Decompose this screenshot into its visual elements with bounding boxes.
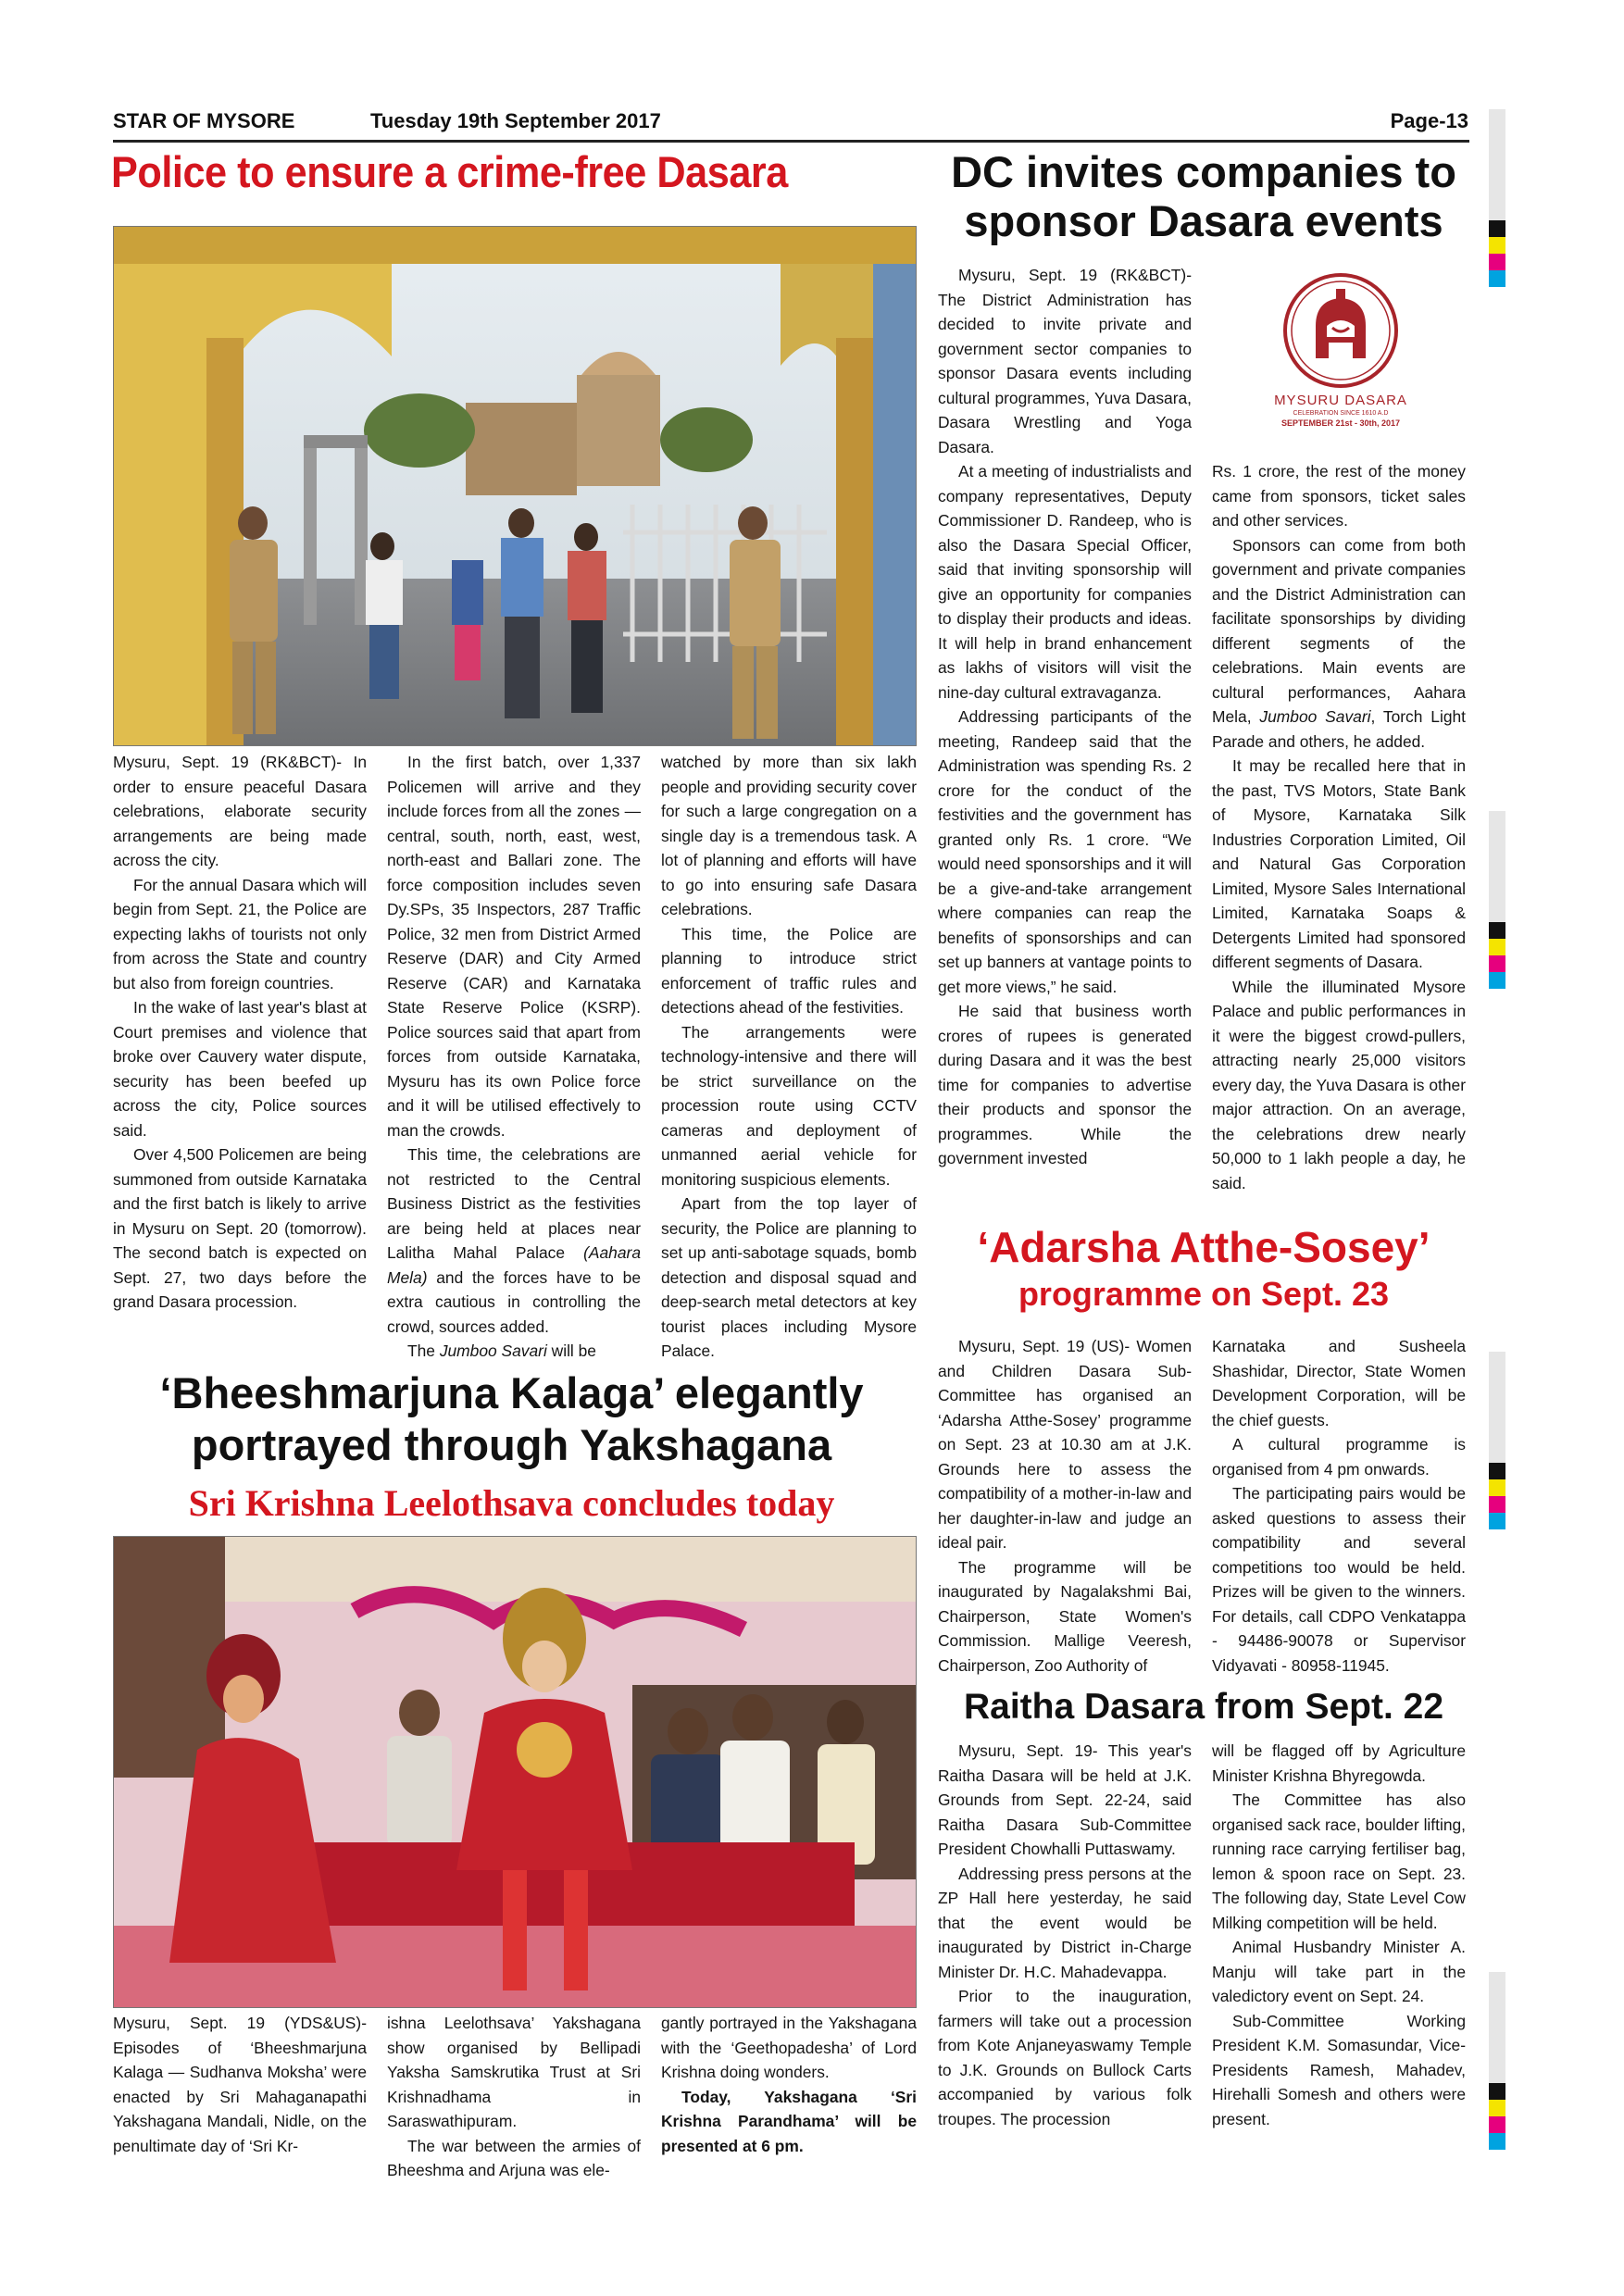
yakshagana-col3-para: gantly portrayed in the Yakshagana with the ‘Geethopadesha’ of Lord Krishna doing wonders. xyxy=(661,2014,917,2081)
dc-col2-para: It may be recalled here that in the past, TVS Motors, State Bank of Mysore, Karnataka Silk Industries Corporation Limited, Oil and Natural Gas Corporation Limited, Mysore Sales International Limited, Karnataka Soaps & Detergents Limited had sponsored different segments of Dasara. xyxy=(1212,756,1466,971)
yakshagana-subhead: Sri Krishna Leelothsava concludes today xyxy=(188,1482,835,1524)
dc-col2-para: Sponsors can come from both government and private companies and the District Administration can facilitate sponsorships by dividing different segments of the celebrations. Main events are cultural performances, Aahara Mela, Jumboo Savari, Torch Light Parade and others, he added. xyxy=(1212,535,1467,751)
police-col2-para: This time, the celebrations are not restricted to the Central Business District as the festivities are being held at places near Lalitha Mahal Palace (Aahara Mela) and the forces have to be extra cautious in controlling the crowd, sources added. xyxy=(387,1145,641,1336)
dc-headline: DC invites companies to sponsor Dasara events xyxy=(951,147,1456,245)
logo-tagline: CELEBRATION SINCE 1610 A.D xyxy=(1293,410,1389,417)
adarsha-subhead: programme on Sept. 23 xyxy=(1018,1275,1390,1313)
police-headline: Police to ensure a crime-free Dasara xyxy=(111,147,788,196)
raitha-col1-para: Mysuru, Sept. 19- This year's Raitha Dasara will be held at J.K. Grounds from Sept. 22-24, said Raitha Dasara Sub-Committee President Chowhalli Puttaswamy. xyxy=(938,1741,1192,1858)
raitha-headline: Raitha Dasara from Sept. 22 xyxy=(963,1687,1444,1727)
yakshagana-column-1 xyxy=(113,2011,367,2158)
logo-title: MYSURU DASARA xyxy=(1274,393,1407,408)
adarsha-column-2 xyxy=(1212,1334,1466,1678)
yakshagana-col3-para: Today, Yakshagana ‘Sri Krishna Parandhama’ will be presented at 6 pm. xyxy=(661,2087,917,2155)
dc-column-2 xyxy=(1212,459,1466,1195)
palace-gate-police-photo xyxy=(113,226,917,746)
yakshagana-col2-para: The war between the armies of Bheeshma and Arjuna was ele- xyxy=(387,2136,641,2179)
raitha-col2-para: Sub-Committee Working President K.M. Somasundar, Vice-Presidents Ramesh, Mahadev, Hirehalli Somesh and others were present. xyxy=(1212,2011,1466,2128)
raitha-col1-para: Prior to the inauguration, farmers will take out a procession from Kote Anjaneyaswamy Temple to J.K. Grounds on Bullock Carts accompanied by various folk troupes. The procession xyxy=(938,1987,1192,2128)
elephant-emblem-icon xyxy=(1271,270,1410,391)
raitha-column-2 xyxy=(1212,1739,1466,2131)
yakshagana-stage-photo xyxy=(113,1536,917,2008)
mysuru-dasara-logo xyxy=(1220,270,1461,455)
adarsha-col1-para: The programme will be inaugurated by Nagalakshmi Bai, Chairperson, State Women's Commission. Mallige Veeresh, Chairperson, Zoo Authority of xyxy=(938,1557,1192,1675)
adarsha-column-1 xyxy=(938,1334,1192,1678)
raitha-col2-para: will be flagged off by Agriculture Minister Krishna Bhyregowda. xyxy=(1212,1741,1466,1785)
dc-col1-para: He said that business worth crores of rupees is generated during Dasara and it was the best time for companies to advertise their products and sponsor the programmes. While the government invested xyxy=(938,1002,1192,1167)
police-col3-para: watched by more than six lakh people and providing security cover for such a large congregation on a single day is a tremendous task. A lot of planning and efforts will have to go into ensuring safe Dasara celebrations. xyxy=(661,753,917,918)
dc-col1-para: Addressing participants of the meeting, Randeep said that the Administration was spending Rs. 2 crore for the conduct of the festivities and the government has granted only Rs. 1 crore. “We would need sponsorships and it will be a give-and-take arrangement where companies can reap the benefits of sponsorships and can set up banners at vantage points to get more views,” he said. xyxy=(938,707,1192,996)
police-col1-para: For the annual Dasara which will begin from Sept. 21, the Police are expecting lakhs of tourists not only from across the State and country but also from foreign countries. xyxy=(113,875,367,992)
police-col3-para: Apart from the top layer of security, the Police are planning to set up anti-sabotage squads, bomb detection and disposal squad and deep-search metal detectors at key tourist places including Mysore Palace. xyxy=(661,1194,917,1360)
police-col1-para: In the wake of last year's blast at Court premises and violence that broke over Cauvery water dispute, security has been beefed up across the city, Police sources said. xyxy=(113,998,367,1140)
dc-col1-para: At a meeting of industrialists and company representatives, Deputy Commissioner D. Randeep, who is also the Dasara Special Officer, said that inviting sponsorship will give an opportunity for companies to display their products and ideas. It will help in brand enhancement as lakhs of visitors will visit the nine-day cultural extravaganza. xyxy=(938,462,1192,702)
logo-dates: SEPTEMBER 21st - 30th, 2017 xyxy=(1280,418,1401,428)
raitha-col2-para: Animal Husbandry Minister A. Manju will take part in the valedictory event on Sept. 24. xyxy=(1212,1938,1466,2005)
dc-col2-para: While the illuminated Mysore Palace and public performances in it were the biggest crowd-pullers, attracting nearly 25,000 visitors every day, the Yuva Dasara is other major attraction. On an average, the celebrations drew nearly 50,000 to 1 lakh people a day, he said. xyxy=(1212,977,1466,1192)
police-column-3 xyxy=(661,750,917,1364)
police-col2-para: The Jumboo Savari will be xyxy=(407,1341,596,1360)
header-rule xyxy=(113,140,1469,143)
registration-bar xyxy=(1489,109,1505,287)
adarsha-col2-para: The participating pairs would be asked questions to assess their compatibility and several competitions too would be held. Prizes will be given to the winners. For details, call CDPO Venkatappa - 94486-90078 or Supervisor Vidyavati - 80958-11945. xyxy=(1212,1484,1466,1675)
raitha-col1-para: Addressing press persons at the ZP Hall here yesterday, he said that the event would be inaugurated by District in-Charge Minister Dr. H.C. Mahadevappa. xyxy=(938,1864,1192,1981)
yakshagana-col1-para: Mysuru, Sept. 19 (YDS&US)- Episodes of ‘Bheeshmarjuna Kalaga — Sudhanva Moksha’ were enacted by Sri Mahaganapathi Yakshagana Mandali, Nidle, on the penultimate day of ‘Sri Kr- xyxy=(113,2014,367,2155)
dc-col1-para: Mysuru, Sept. 19 (RK&BCT)- The District Administration has decided to invite private and government sector companies to sponsor Dasara events including cultural programmes, Yuva Dasara, Dasara Wrestling and Yoga Dasara. xyxy=(938,266,1192,456)
yakshagana-column-3 xyxy=(661,2011,917,2158)
adarsha-col2-para: A cultural programme is organised from 4 pm onwards. xyxy=(1212,1435,1466,1479)
police-col2-para: In the first batch, over 1,337 Policemen will arrive and they include forces from all the zones — central, south, north, east, west, north-east and Ballari zone. The force composition includes seven Dy.SPs, 35 Inspectors, 287 Traffic Police, 32 men from District Armed Reserve (DAR) and City Armed Reserve (CAR) and Karnataka State Reserve Police (KSRP). Police sources said that apart from forces from outside Karnataka, Mysuru has its own Police force and it will be utilised effectively to man the crowds. xyxy=(387,753,641,1140)
page-number: Page-13 xyxy=(1390,109,1468,132)
police-column-1 xyxy=(113,750,367,1315)
registration-bar xyxy=(1489,1972,1505,2150)
police-col1-para: Over 4,500 Policemen are being summoned from outside Karnataka and the first batch is likely to arrive in Mysuru on Sept. 20 (tomorrow). The second batch is expected on Sept. 27, two days before the grand Dasara procession. xyxy=(113,1145,367,1311)
paper-name: STAR OF MYSORE xyxy=(113,109,295,132)
police-col1-para: Mysuru, Sept. 19 (RK&BCT)- In order to ensure peaceful Dasara celebrations, elaborate security arrangements are being made across the city. xyxy=(113,753,367,869)
issue-date: Tuesday 19th September 2017 xyxy=(370,109,661,132)
police-col3-para: This time, the Police are planning to introduce strict enforcement of traffic rules and detections ahead of the festivities. xyxy=(661,924,917,1017)
raitha-col2-para: The Committee has also organised sack race, boulder lifting, running race carrying fertiliser bag, lemon & spoon race on Sept. 23. The following day, State Level Cow Milking competition will be held. xyxy=(1212,1791,1466,1932)
police-column-2 xyxy=(387,750,641,1364)
yakshagana-headline: ‘Bheeshmarjuna Kalaga’ elegantly portrayed through Yakshagana xyxy=(159,1368,864,1470)
registration-bar xyxy=(1489,811,1505,989)
raitha-column-1 xyxy=(938,1739,1192,2131)
dc-column-1 xyxy=(938,263,1192,1171)
adarsha-col2-para: Karnataka and Susheela Shashidar, Director, State Women Development Corporation, will be the chief guests. xyxy=(1212,1337,1466,1429)
registration-bar xyxy=(1489,1352,1505,1529)
dc-col2-para: Rs. 1 crore, the rest of the money came from sponsors, ticket sales and other services. xyxy=(1212,462,1466,530)
police-col3-para: The arrangements were technology-intensive and there will be strict surveillance on the procession route using CCTV cameras and deployment of unmanned aerial vehicle for monitoring suspicious elements. xyxy=(661,1022,917,1189)
adarsha-headline: ‘Adarsha Atthe-Sosey’ xyxy=(977,1223,1430,1271)
adarsha-col1-para: Mysuru, Sept. 19 (US)- Women and Children Dasara Sub-Committee has organised an ‘Adarsha Atthe-Sosey’ programme on Sept. 23 at 10.30 am at J.K. Grounds here to assess the compatibility of a mother-in-law and her daughter-in-law and judge an ideal pair. xyxy=(938,1337,1192,1552)
yakshagana-col2-para: ishna Leelothsava’ Yakshagana show organised by Bellipadi Yaksha Samskrutika Trust at Sri Krishnadhama in Saraswathipuram. xyxy=(387,2014,641,2130)
yakshagana-column-2 xyxy=(387,2011,641,2183)
